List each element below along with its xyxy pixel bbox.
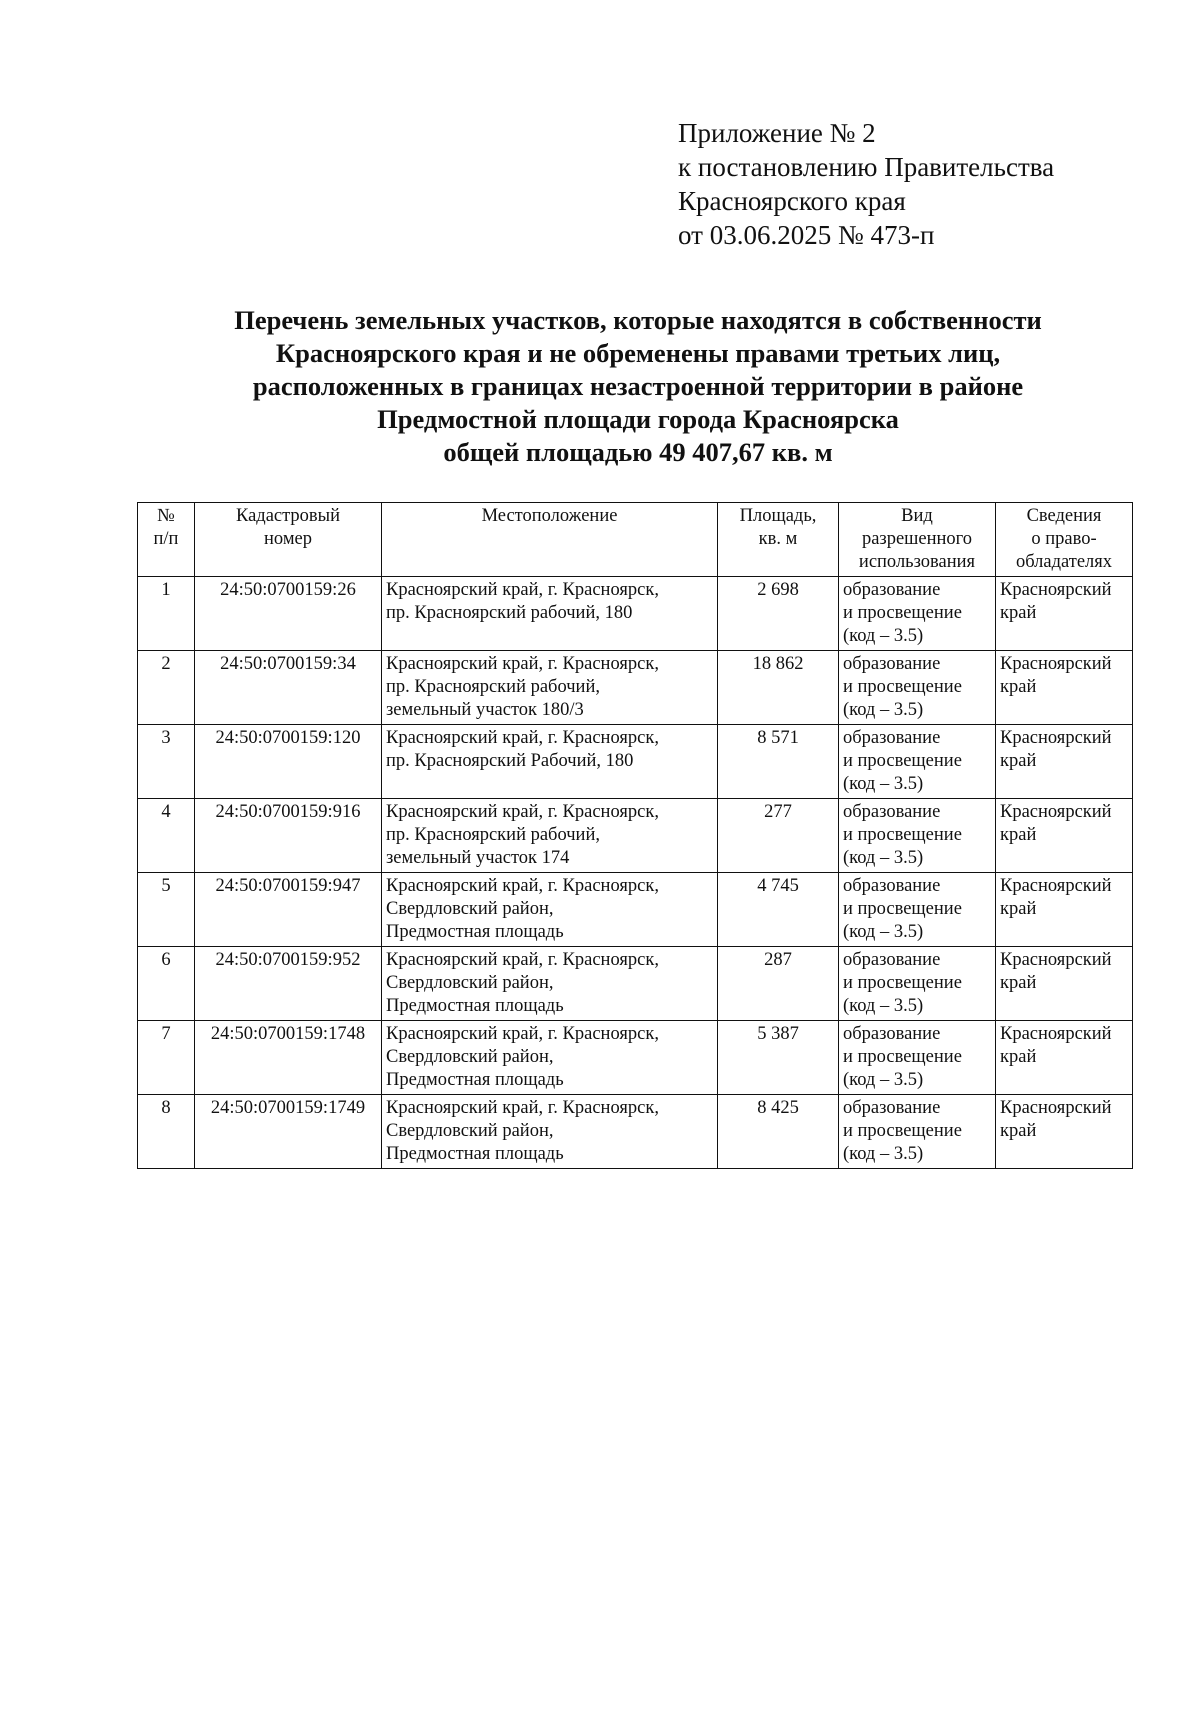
header-use xyxy=(839,503,996,577)
owner-info-text: Красноярский xyxy=(1000,580,1112,600)
location-text: Красноярский край, г. Красноярск, xyxy=(386,950,659,970)
row-number xyxy=(138,725,195,799)
permitted-use xyxy=(839,577,996,651)
permitted-use-text: образование xyxy=(843,1098,941,1118)
owner-info-text: Красноярский xyxy=(1000,876,1112,896)
permitted-use-text: и просвещение xyxy=(843,1121,962,1141)
cadastral-number xyxy=(195,725,382,799)
area-text: 8 425 xyxy=(757,1098,799,1118)
table-row xyxy=(138,873,1133,947)
permitted-use xyxy=(839,1021,996,1095)
row-number-text: 2 xyxy=(161,654,171,674)
table-row xyxy=(138,651,1133,725)
header-num xyxy=(138,503,195,577)
location xyxy=(382,1095,718,1169)
permitted-use-text: образование xyxy=(843,950,941,970)
cadastral-number xyxy=(195,651,382,725)
permitted-use-text: (код – 3.5) xyxy=(843,774,924,794)
owner-info-text: Красноярский xyxy=(1000,802,1112,822)
permitted-use-text: образование xyxy=(843,1024,941,1044)
table-row xyxy=(138,577,1133,651)
title-line: Предмостной площади города Красноярска xyxy=(377,404,899,434)
location-text: пр. Красноярский Рабочий, 180 xyxy=(386,751,634,771)
permitted-use-text: образование xyxy=(843,580,941,600)
area-text: 287 xyxy=(764,950,792,970)
owner-info-text: край xyxy=(1000,603,1037,623)
location-text: Свердловский район, xyxy=(386,1047,554,1067)
header-text: кв. м xyxy=(758,529,798,549)
area xyxy=(718,799,839,873)
location xyxy=(382,947,718,1021)
area xyxy=(718,1095,839,1169)
row-number-text: 6 xyxy=(161,950,171,970)
permitted-use-text: (код – 3.5) xyxy=(843,626,924,646)
location-text: Предмостная площадь xyxy=(386,1070,564,1090)
permitted-use xyxy=(839,947,996,1021)
header-text: Площадь, xyxy=(739,506,817,526)
cadastral-number-text: 24:50:0700159:1749 xyxy=(210,1098,366,1118)
permitted-use-text: и просвещение xyxy=(843,603,962,623)
attachment-line: от 03.06.2025 № 473-п xyxy=(678,220,935,250)
attachment-block xyxy=(678,116,1158,252)
cadastral-number-text: 24:50:0700159:120 xyxy=(215,728,361,748)
cadastral-number xyxy=(195,1095,382,1169)
area xyxy=(718,947,839,1021)
row-number xyxy=(138,577,195,651)
permitted-use-text: и просвещение xyxy=(843,1047,962,1067)
owner-info-text: край xyxy=(1000,751,1037,771)
row-number xyxy=(138,947,195,1021)
header-text: Сведения xyxy=(1026,506,1102,526)
table-row xyxy=(138,1095,1133,1169)
location-text: земельный участок 180/3 xyxy=(386,700,584,720)
owner-info-text: Красноярский xyxy=(1000,1024,1112,1044)
owner-info-text: край xyxy=(1000,1121,1037,1141)
permitted-use-text: образование xyxy=(843,728,941,748)
location xyxy=(382,1021,718,1095)
area-text: 277 xyxy=(764,802,792,822)
cadastral-number-text: 24:50:0700159:26 xyxy=(220,580,356,600)
owner-info xyxy=(996,725,1133,799)
location-text: земельный участок 174 xyxy=(386,848,570,868)
owner-info xyxy=(996,1021,1133,1095)
area-text: 2 698 xyxy=(757,580,799,600)
table-row xyxy=(138,799,1133,873)
cadastral-number-text: 24:50:0700159:952 xyxy=(215,950,361,970)
document-title xyxy=(140,304,1136,469)
location-text: пр. Красноярский рабочий, xyxy=(386,825,600,845)
area-text: 5 387 xyxy=(757,1024,799,1044)
title-line: Перечень земельных участков, которые находятся в собственности xyxy=(234,305,1042,335)
permitted-use-text: (код – 3.5) xyxy=(843,922,924,942)
row-number xyxy=(138,799,195,873)
row-number-text: 7 xyxy=(161,1024,171,1044)
permitted-use-text: образование xyxy=(843,802,941,822)
cadastral-number xyxy=(195,873,382,947)
location-text: Предмостная площадь xyxy=(386,996,564,1016)
owner-info-text: Красноярский xyxy=(1000,654,1112,674)
permitted-use-text: (код – 3.5) xyxy=(843,1144,924,1164)
cadastral-number xyxy=(195,577,382,651)
owner-info-text: край xyxy=(1000,825,1037,845)
table-row xyxy=(138,725,1133,799)
location xyxy=(382,799,718,873)
owner-info xyxy=(996,1095,1133,1169)
location-text: Свердловский район, xyxy=(386,973,554,993)
area-text: 8 571 xyxy=(757,728,799,748)
location xyxy=(382,651,718,725)
owner-info-text: Красноярский xyxy=(1000,1098,1112,1118)
header-text: разрешенного xyxy=(861,529,973,549)
header-text: номер xyxy=(264,529,312,549)
location xyxy=(382,873,718,947)
owner-info-text: край xyxy=(1000,899,1037,919)
permitted-use xyxy=(839,651,996,725)
location xyxy=(382,725,718,799)
location-text: Свердловский район, xyxy=(386,899,554,919)
attachment-line: к постановлению Правительства xyxy=(678,152,1055,182)
header-area xyxy=(718,503,839,577)
location-text: Предмостная площадь xyxy=(386,1144,564,1164)
area xyxy=(718,725,839,799)
permitted-use-text: и просвещение xyxy=(843,899,962,919)
area-text: 18 862 xyxy=(752,654,804,674)
permitted-use xyxy=(839,725,996,799)
permitted-use xyxy=(839,873,996,947)
permitted-use-text: образование xyxy=(843,876,941,896)
header-text: № xyxy=(157,506,175,526)
permitted-use-text: и просвещение xyxy=(843,751,962,771)
permitted-use xyxy=(839,1095,996,1169)
row-number-text: 5 xyxy=(161,876,171,896)
cadastral-number-text: 24:50:0700159:34 xyxy=(220,654,356,674)
location-text: пр. Красноярский рабочий, xyxy=(386,677,600,697)
header-text: Вид xyxy=(901,506,933,526)
attachment-line: Приложение № 2 xyxy=(678,118,876,148)
attachment-line: Красноярского края xyxy=(678,186,906,216)
header-text: п/п xyxy=(153,529,179,549)
owner-info xyxy=(996,873,1133,947)
row-number-text: 4 xyxy=(161,802,171,822)
permitted-use-text: и просвещение xyxy=(843,973,962,993)
cadastral-number-text: 24:50:0700159:947 xyxy=(215,876,361,896)
row-number xyxy=(138,873,195,947)
header-text: использования xyxy=(858,552,976,572)
permitted-use-text: и просвещение xyxy=(843,825,962,845)
owner-info-text: край xyxy=(1000,973,1037,993)
permitted-use-text: (код – 3.5) xyxy=(843,700,924,720)
header-cadastral xyxy=(195,503,382,577)
area xyxy=(718,651,839,725)
area xyxy=(718,577,839,651)
row-number xyxy=(138,1095,195,1169)
permitted-use-text: (код – 3.5) xyxy=(843,1070,924,1090)
permitted-use-text: (код – 3.5) xyxy=(843,848,924,868)
permitted-use-text: образование xyxy=(843,654,941,674)
location-text: Красноярский край, г. Красноярск, xyxy=(386,580,659,600)
cadastral-number-text: 24:50:0700159:1748 xyxy=(210,1024,366,1044)
cadastral-number xyxy=(195,947,382,1021)
area xyxy=(718,873,839,947)
row-number xyxy=(138,1021,195,1095)
location-text: Предмостная площадь xyxy=(386,922,564,942)
owner-info-text: край xyxy=(1000,677,1037,697)
location-text: Красноярский край, г. Красноярск, xyxy=(386,654,659,674)
header-owner xyxy=(996,503,1133,577)
owner-info-text: Красноярский xyxy=(1000,728,1112,748)
row-number-text: 8 xyxy=(161,1098,171,1118)
header-text: обладателях xyxy=(1015,552,1113,572)
cadastral-number xyxy=(195,799,382,873)
owner-info xyxy=(996,651,1133,725)
cadastral-number-text: 24:50:0700159:916 xyxy=(215,802,361,822)
row-number-text: 1 xyxy=(161,580,171,600)
location-text: Красноярский край, г. Красноярск, xyxy=(386,876,659,896)
land-plots-table xyxy=(137,502,1133,1169)
owner-info xyxy=(996,799,1133,873)
owner-info-text: край xyxy=(1000,1047,1037,1067)
cadastral-number xyxy=(195,1021,382,1095)
location-text: Красноярский край, г. Красноярск, xyxy=(386,728,659,748)
title-line: расположенных в границах незастроенной территории в районе xyxy=(252,371,1024,401)
location-text: пр. Красноярский рабочий, 180 xyxy=(386,603,633,623)
table-header xyxy=(138,503,1133,577)
owner-info-text: Красноярский xyxy=(1000,950,1112,970)
owner-info xyxy=(996,577,1133,651)
table-row xyxy=(138,947,1133,1021)
location xyxy=(382,577,718,651)
area-text: 4 745 xyxy=(757,876,799,896)
header-location xyxy=(382,503,718,577)
header-text: о право- xyxy=(1031,529,1097,549)
title-line: Красноярского края и не обременены правами третьих лиц, xyxy=(275,338,1001,368)
location-text: Красноярский край, г. Красноярск, xyxy=(386,1024,659,1044)
table-body xyxy=(138,577,1133,1169)
owner-info xyxy=(996,947,1133,1021)
header-text: Местоположение xyxy=(481,506,618,526)
area xyxy=(718,1021,839,1095)
title-line: общей площадью 49 407,67 кв. м xyxy=(443,437,833,467)
row-number-text: 3 xyxy=(161,728,171,748)
location-text: Красноярский край, г. Красноярск, xyxy=(386,1098,659,1118)
location-text: Красноярский край, г. Красноярск, xyxy=(386,802,659,822)
header-row xyxy=(138,503,1133,577)
table-row xyxy=(138,1021,1133,1095)
row-number xyxy=(138,651,195,725)
permitted-use xyxy=(839,799,996,873)
header-text: Кадастровый xyxy=(235,506,341,526)
location-text: Свердловский район, xyxy=(386,1121,554,1141)
permitted-use-text: и просвещение xyxy=(843,677,962,697)
permitted-use-text: (код – 3.5) xyxy=(843,996,924,1016)
